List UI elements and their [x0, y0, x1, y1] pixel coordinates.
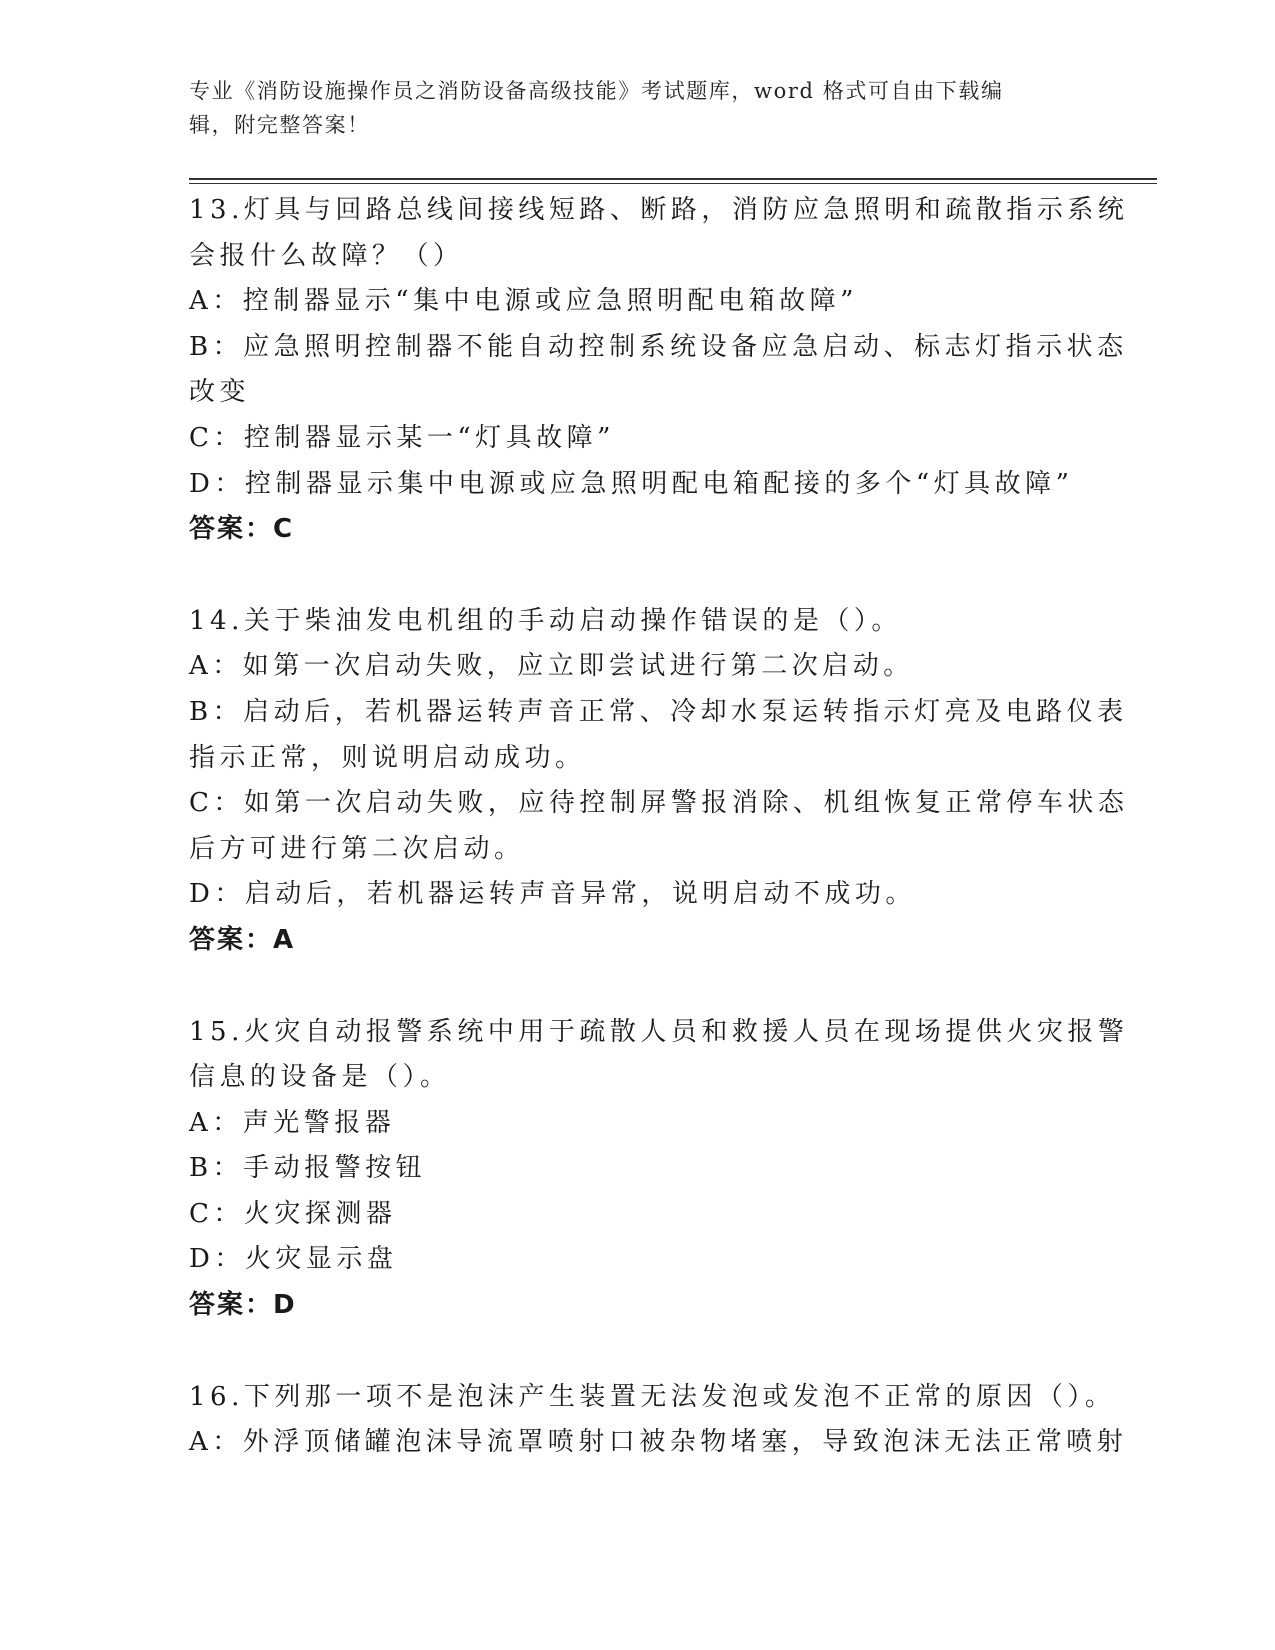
answer-label: 答案：A — [189, 924, 296, 955]
question-16 — [189, 1375, 1128, 1466]
option-b: B：手动报警按钮 — [189, 1153, 427, 1184]
option-a: A：控制器显示“集中电源或应急照明配电箱故障” — [189, 286, 858, 317]
header-divider-thick — [189, 178, 1157, 180]
answer-label: 答案：C — [189, 514, 295, 545]
question-15 — [189, 1010, 1129, 1329]
question-stem: 15.火灾自动报警系统中用于疏散人员和救援人员在现场提供火灾报警 — [189, 1016, 1129, 1047]
option-c: C：火灾探测器 — [189, 1198, 397, 1229]
question-list — [189, 188, 1129, 1466]
question-13 — [189, 188, 1129, 553]
header-divider-thin — [189, 183, 1157, 184]
option-a: A：外浮顶储罐泡沫导流罩喷射口被杂物堵塞，导致泡沫无法正常喷射 — [189, 1427, 1128, 1458]
document-header — [189, 74, 1069, 142]
option-d: D：火灾显示盘 — [189, 1244, 398, 1275]
question-14 — [189, 599, 1129, 964]
option-d: D：启动后，若机器运转声音异常，说明启动不成功。 — [189, 879, 916, 910]
option-c: C：控制器显示某一“灯具故障” — [189, 422, 615, 453]
header-line-1: 专业《消防设施操作员之消防设备高级技能》考试题库，word 格式可自由下载编 — [189, 79, 1004, 103]
option-b: B：启动后，若机器运转声音正常、冷却水泵运转指示灯亮及电路仪表 — [189, 696, 1128, 727]
option-b: 改变 — [189, 377, 251, 408]
option-d: D：控制器显示集中电源或应急照明配电箱配接的多个“灯具故障” — [189, 468, 1074, 499]
option-c: 后方可进行第二次启动。 — [189, 833, 525, 864]
question-stem: 13.灯具与回路总线间接线短路、断路，消防应急照明和疏散指示系统 — [189, 195, 1129, 225]
question-stem: 16.下列那一项不是泡沫产生装置无法发泡或发泡不正常的原因（）。 — [189, 1381, 1116, 1412]
option-b: B：应急照明控制器不能自动控制系统设备应急启动、标志灯指示状态 — [189, 331, 1128, 362]
option-c: C：如第一次启动失败，应待控制屏警报消除、机组恢复正常停车状态 — [189, 788, 1129, 819]
question-stem: 信息的设备是（）。 — [189, 1062, 451, 1093]
option-a: A：声光警报器 — [189, 1107, 396, 1138]
question-stem: 会报什么故障？（） — [189, 240, 464, 271]
option-a: A：如第一次启动失败，应立即尝试进行第二次启动。 — [189, 651, 914, 682]
question-stem: 14.关于柴油发电机组的手动启动操作错误的是（）。 — [189, 605, 902, 636]
option-b: 指示正常，则说明启动成功。 — [189, 742, 586, 773]
header-line-2: 辑，附完整答案！ — [189, 113, 370, 137]
answer-label: 答案：D — [189, 1290, 297, 1321]
